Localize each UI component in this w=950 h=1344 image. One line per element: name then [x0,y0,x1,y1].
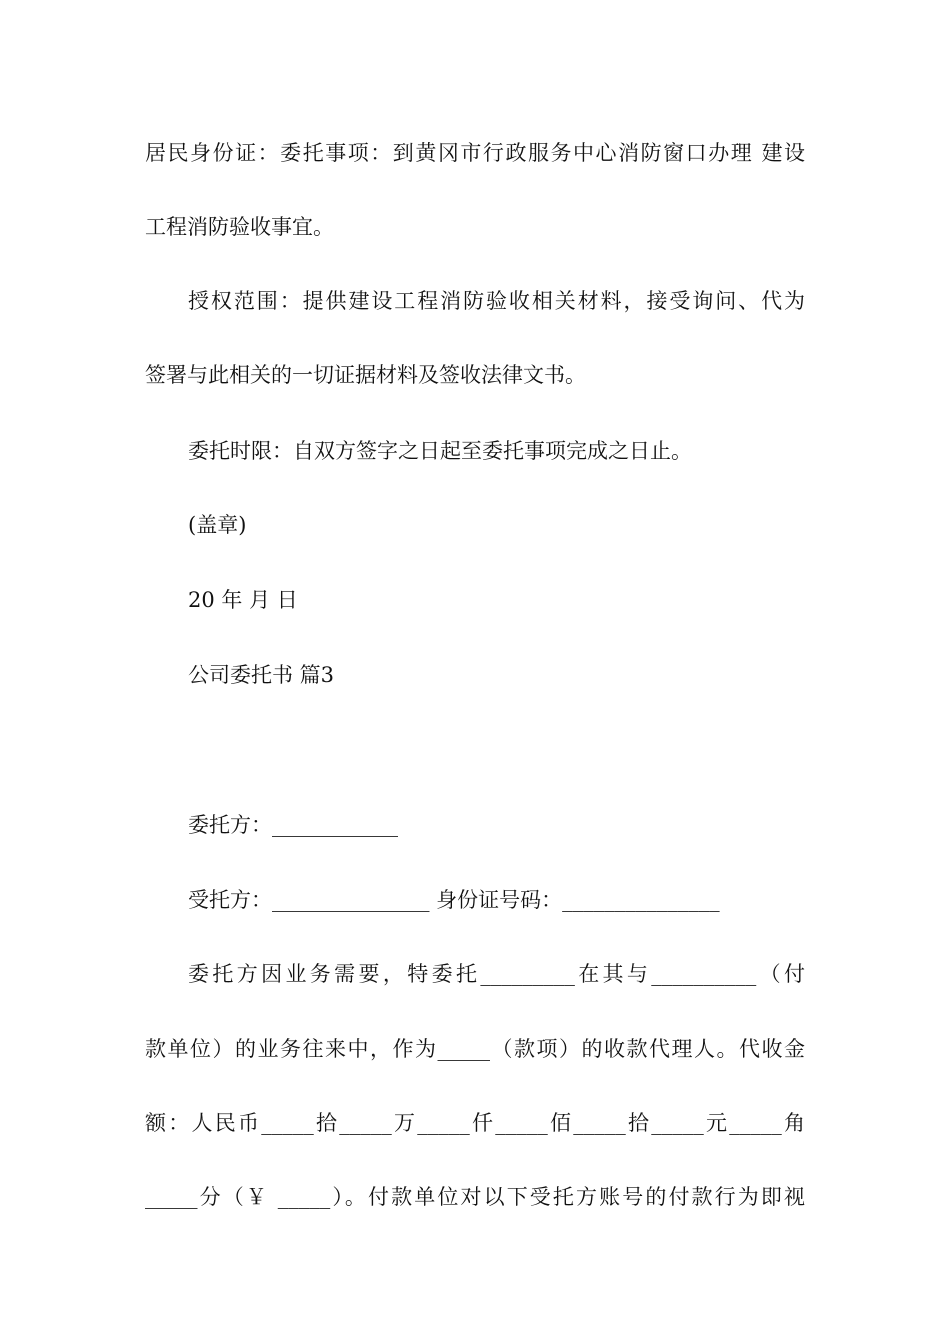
seal-note: (盖章) [188,513,247,537]
paragraph-line: 居民身份证：委托事项：到黄冈市行政服务中心消防窗口办理 建设 [145,141,805,165]
paragraph-line: 授权范围：提供建设工程消防验收相关材料，接受询问、代为 [188,289,805,313]
field-line: 委托方：____________ [188,813,398,837]
paragraph-line: 工程消防验收事宜。 [145,215,334,239]
field-line: 受托方：_______________ 身份证号码：_______________ [188,888,720,912]
paragraph-line: _____分（￥ _____）。付款单位对以下受托方账号的付款行为即视 [145,1185,805,1209]
paragraph-line: 签署与此相关的一切证据材料及签收法律文书。 [145,363,586,387]
paragraph-line: 款单位）的业务往来中，作为_____（款项）的收款代理人。代收金 [145,1037,805,1061]
date-line: 20 年 月 日 [188,588,298,612]
paragraph-line: 委托方因业务需要，特委托_________在其与__________（付 [188,962,805,986]
section-heading: 公司委托书 篇3 [188,663,335,687]
paragraph-line: 委托时限：自双方签字之日起至委托事项完成之日止。 [188,439,692,463]
paragraph-line: 额：人民币_____拾_____万_____仟_____佰_____拾_____元_____角 [145,1111,805,1135]
